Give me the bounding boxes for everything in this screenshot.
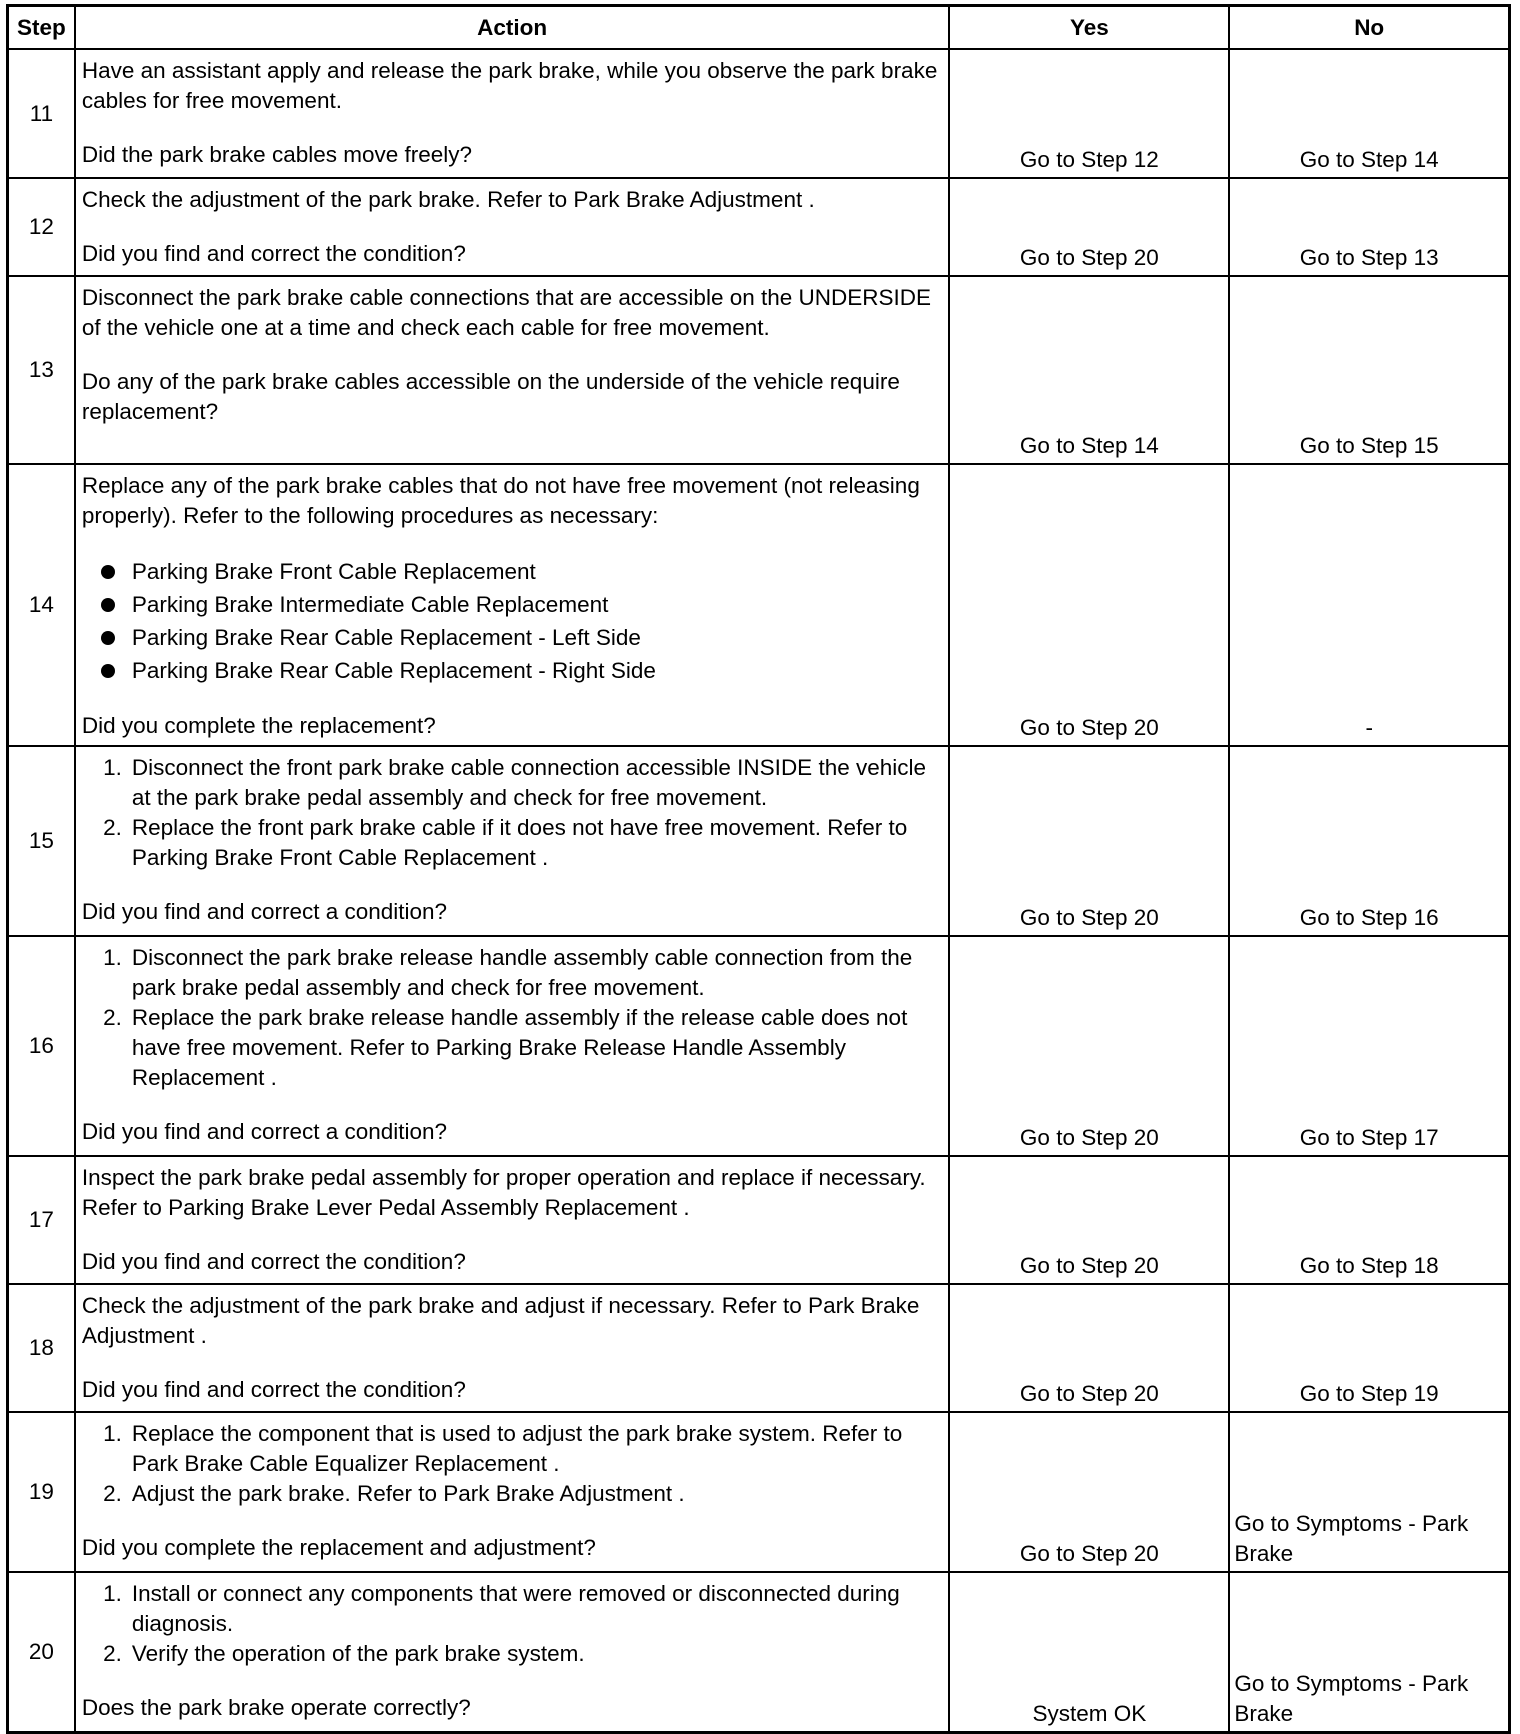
step-number: 13 (8, 276, 75, 464)
step-number: 16 (8, 936, 75, 1156)
step-number: 17 (8, 1156, 75, 1284)
yes-result: Go to Step 20 (949, 178, 1229, 276)
action-text: Check the adjustment of the park brake and adjust if necessary. Refer to Park Brake Adjustment . (81, 1293, 920, 1348)
action-cell (75, 936, 949, 1156)
action-question: Do any of the park brake cables accessible on the underside of the vehicle require replacement? (81, 369, 900, 424)
yes-result: Go to Step 20 (949, 1412, 1229, 1572)
instruction-list (82, 1579, 942, 1669)
instruction-item: 1. Replace the component that is used to adjust the park brake system. Refer to Park Brake Cable Equalizer Replacement . (103, 1421, 903, 1476)
action-cell (75, 1572, 949, 1732)
action-question: Did you find and correct the condition? (81, 241, 466, 266)
yes-result: Go to Step 12 (949, 49, 1229, 178)
no-result: - (1229, 464, 1509, 746)
yes-result: Go to Step 14 (949, 276, 1229, 464)
instruction-item: 1. Install or connect any components that were removed or disconnected during diagnosis. (103, 1581, 900, 1636)
yes-result: System OK (949, 1572, 1229, 1732)
step-number: 15 (8, 746, 75, 936)
no-result: Go to Step 16 (1229, 746, 1509, 936)
action-text: Check the adjustment of the park brake. Refer to Park Brake Adjustment . (81, 187, 815, 212)
table-row (8, 276, 1510, 464)
no-result: Go to Step 13 (1229, 178, 1509, 276)
step-number: 19 (8, 1412, 75, 1572)
step-number: 12 (8, 178, 75, 276)
header-step: Step (8, 6, 75, 50)
instruction-list (82, 943, 942, 1093)
action-question: Did you find and correct a condition? (81, 899, 448, 924)
table-row (8, 464, 1510, 746)
header-row (8, 6, 1510, 50)
yes-result: Go to Step 20 (949, 936, 1229, 1156)
procedure-link[interactable]: Parking Brake Front Cable Replacement (82, 555, 942, 588)
table-row (8, 1572, 1510, 1732)
action-question: Did you find and correct the condition? (81, 1377, 466, 1402)
table-row (8, 1284, 1510, 1412)
action-cell (75, 178, 949, 276)
action-text: Have an assistant apply and release the park brake, while you observe the park brake cables for free movement. (81, 58, 938, 113)
instruction-item: 1. Disconnect the front park brake cable connection accessible INSIDE the vehicle at the park brake pedal assembly and check for free movement. (103, 755, 927, 810)
procedure-link[interactable]: Parking Brake Rear Cable Replacement - Left Side (82, 621, 942, 654)
header-yes: Yes (949, 6, 1229, 50)
action-cell (75, 464, 949, 746)
instruction-item: 1. Disconnect the park brake release handle assembly cable connection from the park brake pedal assembly and check for free movement. (103, 945, 913, 1000)
yes-result: Go to Step 20 (949, 464, 1229, 746)
action-question: Did the park brake cables move freely? (81, 142, 473, 167)
procedure-list (82, 555, 942, 687)
step-number: 14 (8, 464, 75, 746)
table-row (8, 49, 1510, 178)
yes-result: Go to Step 20 (949, 746, 1229, 936)
no-result: Go to Step 15 (1229, 276, 1509, 464)
instruction-item: 2. Replace the park brake release handle assembly if the release cable does not have free movement. Refer to Parking Brake Release Handle Assembly Replacement . (103, 1005, 908, 1090)
instruction-item: 2. Replace the front park brake cable if it does not have free movement. Refer to Parking Brake Front Cable Replacement . (103, 815, 908, 870)
action-question: Did you complete the replacement? (81, 713, 436, 738)
no-result: Go to Symptoms - Park Brake (1229, 1412, 1509, 1572)
diagnostic-table (6, 4, 1511, 1734)
table-row (8, 178, 1510, 276)
action-cell (75, 49, 949, 178)
step-number: 18 (8, 1284, 75, 1412)
procedure-link[interactable]: Parking Brake Intermediate Cable Replacement (82, 588, 942, 621)
instruction-item: 2. Verify the operation of the park brake system. (103, 1641, 585, 1666)
yes-result: Go to Step 20 (949, 1284, 1229, 1412)
action-question: Did you find and correct a condition? (81, 1119, 448, 1144)
action-question: Does the park brake operate correctly? (81, 1695, 471, 1720)
header-action: Action (75, 6, 949, 50)
instruction-list (82, 1419, 942, 1509)
action-question: Did you complete the replacement and adjustment? (81, 1535, 596, 1560)
action-question: Did you find and correct the condition? (81, 1249, 466, 1274)
action-text: Replace any of the park brake cables that do not have free movement (not releasing properly). Refer to the following procedures as necessary: (81, 473, 920, 528)
action-cell (75, 746, 949, 936)
no-result: Go to Step 14 (1229, 49, 1509, 178)
action-cell (75, 276, 949, 464)
step-number: 11 (8, 49, 75, 178)
action-text: Inspect the park brake pedal assembly for proper operation and replace if necessary. Refer to Parking Brake Lever Pedal Assembly Replacement . (81, 1165, 926, 1220)
action-cell (75, 1284, 949, 1412)
no-result: Go to Symptoms - Park Brake (1229, 1572, 1509, 1732)
table-row (8, 1412, 1510, 1572)
procedure-link[interactable]: Parking Brake Rear Cable Replacement - Right Side (82, 654, 942, 687)
action-text: Disconnect the park brake cable connections that are accessible on the UNDERSIDE of the vehicle one at a time and check each cable for free movement. (81, 285, 932, 340)
no-result: Go to Step 17 (1229, 936, 1509, 1156)
action-cell (75, 1412, 949, 1572)
yes-result: Go to Step 20 (949, 1156, 1229, 1284)
action-cell (75, 1156, 949, 1284)
diagnostic-table-container (6, 4, 1511, 1734)
instruction-item: 2. Adjust the park brake. Refer to Park Brake Adjustment . (103, 1481, 685, 1506)
no-result: Go to Step 18 (1229, 1156, 1509, 1284)
instruction-list (82, 753, 942, 873)
no-result: Go to Step 19 (1229, 1284, 1509, 1412)
header-no: No (1229, 6, 1509, 50)
table-row (8, 936, 1510, 1156)
table-row (8, 746, 1510, 936)
table-row (8, 1156, 1510, 1284)
step-number: 20 (8, 1572, 75, 1732)
